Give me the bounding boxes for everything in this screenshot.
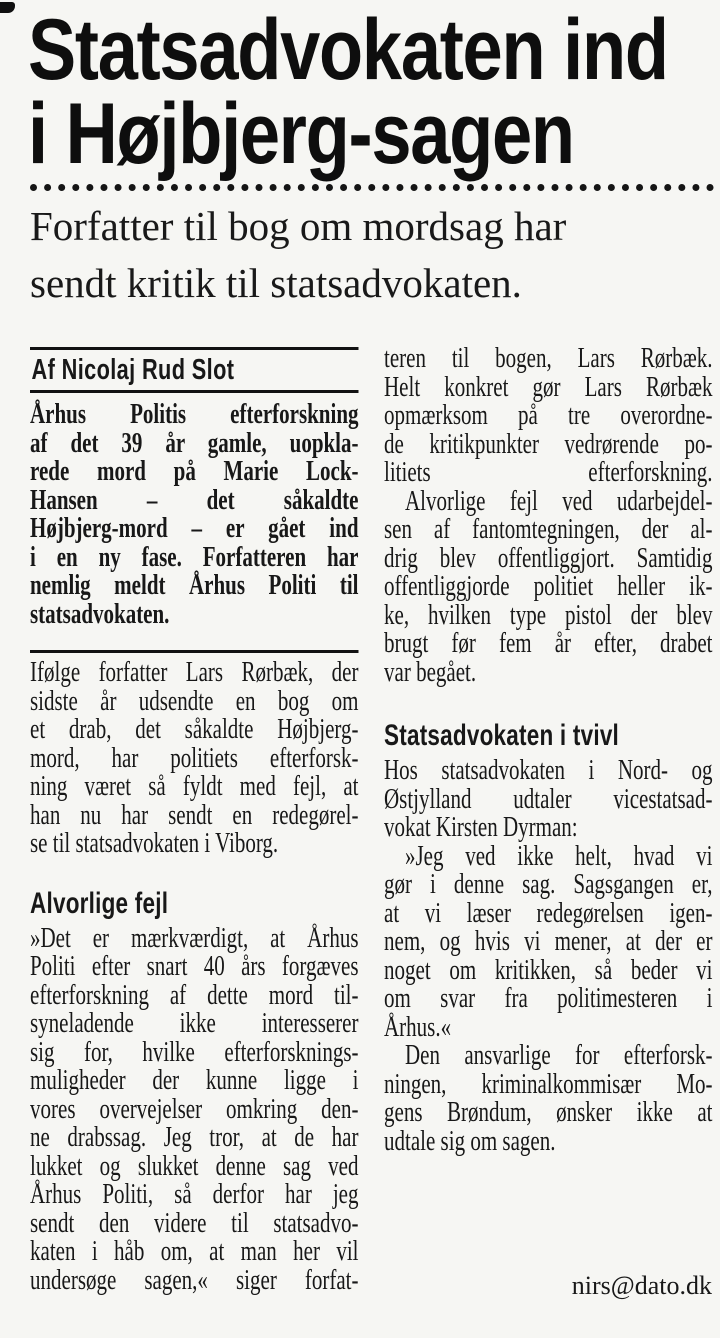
body-paragraph-1: Ifølge forfatter Lars Rørbæk, der sidste år udsendte en bog om et drab, det såkaldte Højbjerg- mord, har politiets efterforsk- ning været så fyldt med fejl, at han nu har sendt en redegørel- se til statsadvokaten i Viborg. bbox=[30, 657, 359, 859]
article-subheadline: Forfatter til bog om mordsag har sendt kritik til statsadvokaten. bbox=[30, 203, 567, 306]
subhead-statsadvokaten-i-tvivl: Statsadvokaten i tvivl bbox=[384, 719, 620, 752]
author-email: nirs@dato.dk bbox=[571, 1271, 712, 1300]
body-paragraph-6: Den ansvarlige for efterforsk- ningen, kriminalkommisær Mo- gens Brøndum, ønsker ikke at udtale sig om sagen. bbox=[384, 1040, 713, 1157]
scan-artifact-mark bbox=[0, 2, 15, 13]
byline-rule-bottom bbox=[30, 390, 359, 393]
body-paragraph-4: Alvorlige fejl ved udarbejdel- sen af fantomtegningen, der al- drig blev offentliggjort. Samtidig offentliggjorde politiet heller ik- ke, hvilken type pistol der blev brugt før fem år efter, drabet var begået. bbox=[384, 485, 713, 688]
article-headline: Statsadvokaten ind i Højbjerg-sagen bbox=[28, 2, 668, 182]
left-column bbox=[30, 345, 359, 1295]
body-paragraph-5: Hos statsadvokaten i Nord- og Østjylland udtaler vicestatsad- vokat Kirsten Dyrman: »Jeg ved ikke helt, hvad vi gør i denne sag. Sagsgangen er, at vi læser redegørelsen igen- nem, og hvis vi mener, at der er noget om kritikken, så beder vi om svar fra politimesteren i Århus.« bbox=[384, 755, 713, 1043]
lead-paragraph: Århus Politis efterforskning af det 39 år gamle, uopkla- rede mord på Marie Lock- Hansen – det såkaldte Højbjerg-mord – er gået ind i en ny fase. Forfatteren har nemlig meldt Århus Politi til statsadvokaten. bbox=[30, 399, 359, 630]
subhead-alvorlige-fejl: Alvorlige fejl bbox=[30, 886, 169, 920]
byline: Af Nicolaj Rud Slot bbox=[31, 354, 235, 386]
dotted-separator bbox=[30, 184, 714, 191]
body-paragraph-3: teren til bogen, Lars Rørbæk. Helt konkret gør Lars Rørbæk opmærksom på tre overordne- de kritikpunkter vedrørende po- litiets efterforskning. bbox=[384, 343, 713, 488]
body-paragraph-2: »Det er mærkværdigt, at Århus Politi efter snart 40 års forgæves efterforskning af dette mord til- syneladende ikke interesserer sig for, hvilke efterforsknings- muligheder der kunne ligge i vores overvejelser omkring den- ne drabssag. Jeg tror, at de har lukket og slukket denne sag ved Århus Politi, så derfor har jeg sendt den videre til statsadvo- katen i håb om, at man her vil undersøge sagen,« siger forfat- bbox=[30, 922, 359, 1296]
right-column bbox=[384, 345, 713, 1156]
lead-separator-rule bbox=[30, 650, 359, 653]
